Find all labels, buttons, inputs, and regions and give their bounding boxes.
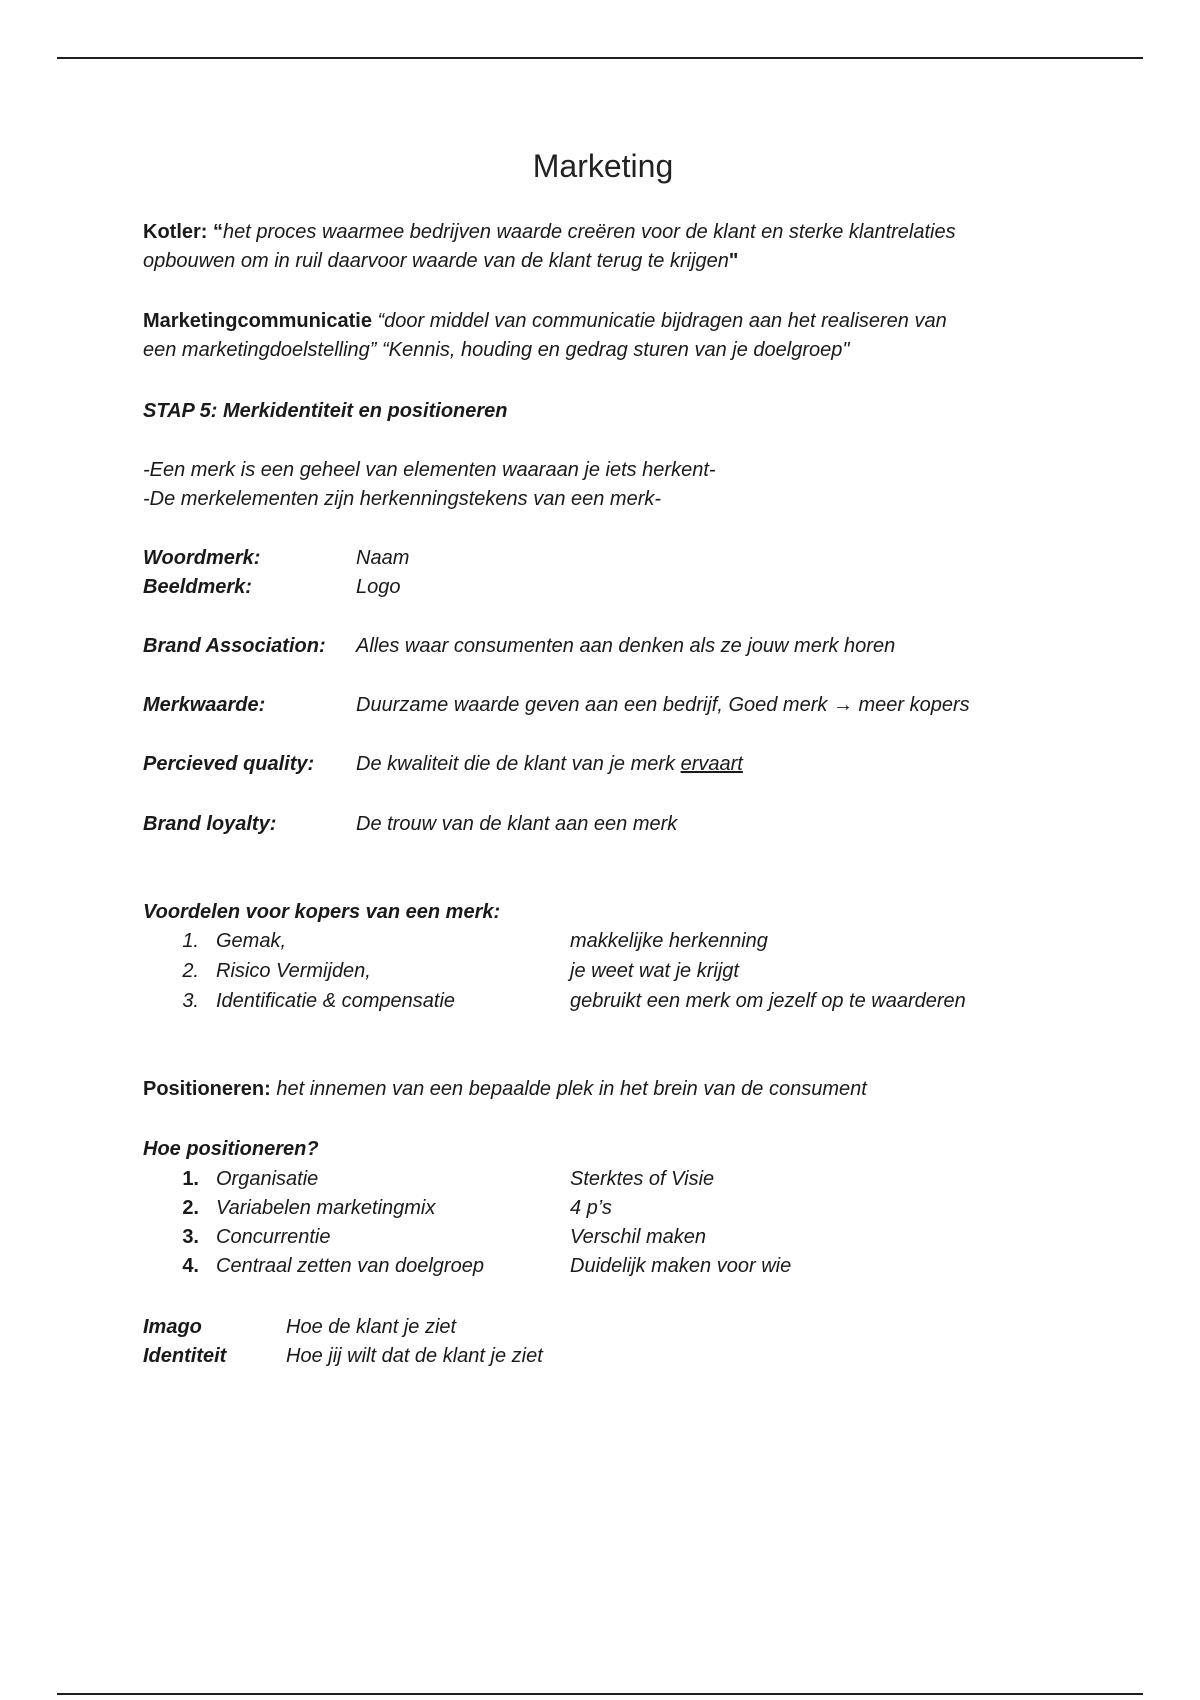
marcom-line-2: een marketingdoelstelling” “Kennis, houding en gedrag sturen van je doelgroep" <box>143 339 850 361</box>
definition-term: Woordmerk: <box>143 547 261 569</box>
definition-desc: Hoe jij wilt dat de klant je ziet <box>286 1345 543 1367</box>
definition-term: Merkwaarde: <box>143 694 266 716</box>
intro-line: -De merkelementen zijn herkenningstekens van een merk- <box>143 488 662 510</box>
definition-desc-after: meer kopers <box>858 694 970 716</box>
list-item-name: Organisatie <box>216 1168 319 1190</box>
kotler-line-2: opbouwen om in ruil daarvoor waarde van de klant terug te krijgen <box>143 250 729 272</box>
definition-term: Identiteit <box>143 1345 227 1367</box>
list-item-desc: makkelijke herkenning <box>570 930 768 952</box>
definition-desc: De trouw van de klant aan een merk <box>356 813 678 835</box>
definition-desc-group <box>356 691 970 720</box>
definition-desc: Duurzame waarde geven aan een bedrijf, Goed merk <box>356 694 828 716</box>
list-number: 2. <box>182 1197 199 1219</box>
list-number: 3. <box>182 1226 199 1248</box>
kotler-definition <box>143 218 956 276</box>
definition-term: Percieved quality: <box>143 753 315 775</box>
list-number: 3. <box>182 990 199 1012</box>
arrow-right-icon: → <box>832 694 853 716</box>
definition-desc: Logo <box>356 576 401 598</box>
how-heading: Hoe positioneren? <box>143 1138 319 1160</box>
list-number: 1. <box>182 1168 199 1190</box>
list-item-name: Risico Vermijden, <box>216 960 371 982</box>
definition-term: Beeldmerk: <box>143 576 252 598</box>
page-title: Marketing <box>532 148 674 184</box>
list-item-desc: Sterktes of Visie <box>570 1168 715 1190</box>
list-number: 2. <box>182 960 199 982</box>
kotler-line-1: het proces waarmee bedrijven waarde creëren voor de klant en sterke klantrelaties <box>223 221 956 243</box>
definition-desc: Naam <box>356 547 410 569</box>
footer-rule <box>57 1693 1143 1695</box>
kotler-label: Kotler: <box>143 221 208 243</box>
positioning-definition <box>143 1075 867 1104</box>
intro-line: -Een merk is een geheel van elementen waaraan je iets herkent- <box>143 459 716 481</box>
header-rule <box>57 57 1143 59</box>
list-item-name: Identificatie & compensatie <box>216 990 456 1012</box>
advantages-heading: Voordelen voor kopers van een merk: <box>143 901 501 923</box>
definition-term: Brand Association: <box>143 635 326 657</box>
list-item-name: Concurrentie <box>216 1226 331 1248</box>
list-item-desc: je weet wat je krijgt <box>570 960 739 982</box>
list-item-desc: gebruikt een merk om jezelf op te waarderen <box>570 990 966 1012</box>
definition-desc-group <box>356 750 743 779</box>
list-item-desc: Verschil maken <box>570 1226 706 1248</box>
definition-underlined-word: ervaart <box>680 753 743 775</box>
positioning-text: het innemen van een bepaalde plek in het brein van de consument <box>276 1078 867 1100</box>
marcom-definition <box>143 307 947 365</box>
list-item-name: Gemak, <box>216 930 287 952</box>
list-item-desc: Duidelijk maken voor wie <box>570 1255 792 1277</box>
kotler-close-quote: " <box>728 250 739 272</box>
positioning-label: Positioneren: <box>143 1078 271 1100</box>
kotler-open-quote: “ <box>213 221 224 243</box>
definition-term: Brand loyalty: <box>143 813 277 835</box>
definition-term: Imago <box>143 1316 202 1338</box>
list-number: 4. <box>182 1255 199 1277</box>
step-heading: STAP 5: Merkidentiteit en positioneren <box>143 400 508 422</box>
marcom-label: Marketingcommunicatie <box>143 310 372 332</box>
definition-desc: Hoe de klant je ziet <box>286 1316 457 1338</box>
list-item-name: Variabelen marketingmix <box>216 1197 436 1219</box>
definition-desc: Alles waar consumenten aan denken als ze jouw merk horen <box>356 635 896 657</box>
list-item-name: Centraal zetten van doelgroep <box>216 1255 484 1277</box>
marcom-line-1: “door middel van communicatie bijdragen aan het realiseren van <box>377 310 947 332</box>
list-number: 1. <box>182 930 199 952</box>
definition-desc: De kwaliteit die de klant van je merk <box>356 753 676 775</box>
list-item-desc: 4 p’s <box>570 1197 612 1219</box>
